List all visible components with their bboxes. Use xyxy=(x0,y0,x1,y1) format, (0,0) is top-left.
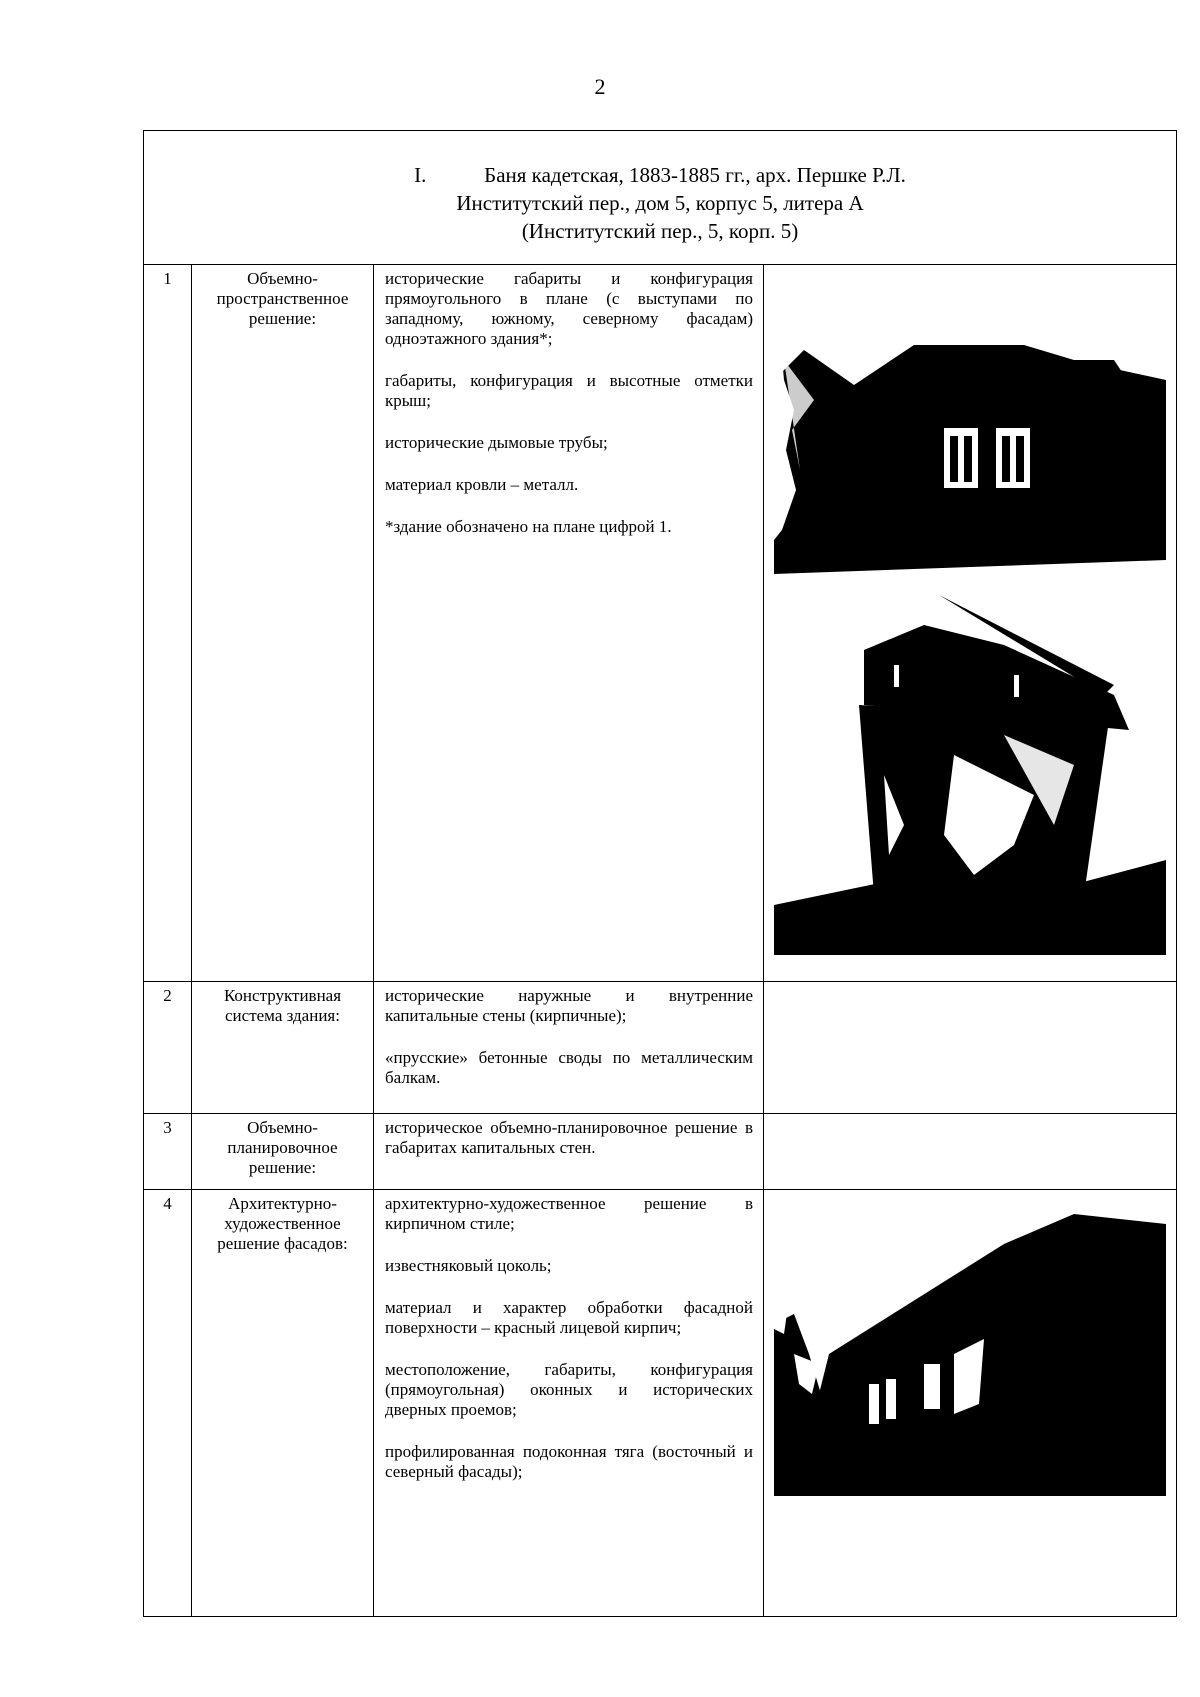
page-number: 2 xyxy=(594,74,606,99)
list-item: местоположение, габариты, конфигурация (прямоугольная) оконных и исторических дверных проемов; xyxy=(385,1360,753,1419)
row-label: Архитектурно-художественное решение фасадов: xyxy=(192,1190,374,1617)
photo-cell xyxy=(764,1114,1177,1190)
row-label: Конструктивная система здания: xyxy=(192,982,374,1114)
list-item: профилированная подоконная тяга (восточный и северный фасады); xyxy=(385,1442,753,1481)
list-item: «прусские» бетонные своды по металлическим балкам. xyxy=(385,1048,753,1087)
photo-cell xyxy=(764,1190,1177,1617)
object-header xyxy=(144,131,1177,265)
list-item: материал и характер обработки фасадной поверхности – красный лицевой кирпич; xyxy=(385,1298,753,1337)
row-number: 4 xyxy=(144,1190,192,1617)
table-row xyxy=(144,982,1177,1114)
table-header-row xyxy=(144,131,1177,265)
object-address: Институтский пер., дом 5, корпус 5, литера А xyxy=(456,191,864,215)
list-item: исторические наружные и внутренние капитальные стены (кирпичные); xyxy=(385,986,753,1025)
row-number: 1 xyxy=(144,265,192,982)
list-item: *здание обозначено на плане цифрой 1. xyxy=(385,517,672,536)
row-description xyxy=(374,1190,764,1617)
photo-cell xyxy=(764,265,1177,982)
object-short-address: (Институтский пер., 5, корп. 5) xyxy=(521,219,799,243)
row-description xyxy=(374,982,764,1114)
chimney-photo xyxy=(774,595,1166,955)
list-item: материал кровли – металл. xyxy=(385,475,579,494)
photo-cell xyxy=(764,982,1177,1114)
list-item: габариты, конфигурация и высотные отметки крыш; xyxy=(385,371,753,410)
table-row xyxy=(144,1190,1177,1617)
list-item: известняковый цоколь; xyxy=(385,1256,552,1275)
row-description xyxy=(374,265,764,982)
row-number: 3 xyxy=(144,1114,192,1190)
list-item: исторические габариты и конфигурация прямоугольного в плане (с выступами по западному, южному, северному фасадам) одноэтажного здания*; xyxy=(385,269,753,348)
section-roman-numeral: I. xyxy=(414,163,427,187)
protected-features-table xyxy=(143,130,1177,1617)
table-row xyxy=(144,265,1177,982)
row-number: 2 xyxy=(144,982,192,1114)
row-label: Объемно-планировочное решение: xyxy=(192,1114,374,1190)
building-facade-photo xyxy=(774,290,1166,580)
table-row xyxy=(144,1114,1177,1190)
list-item: историческое объемно-планировочное решение в габаритах капитальных стен. xyxy=(385,1118,753,1157)
row-description xyxy=(374,1114,764,1190)
object-title: Баня кадетская, 1883-1885 гг., арх. Першке Р.Л. xyxy=(484,163,906,187)
list-item: исторические дымовые трубы; xyxy=(385,433,608,452)
list-item: архитектурно-художественное решение в кирпичном стиле; xyxy=(385,1194,753,1233)
row-label: Объемно-пространственное решение: xyxy=(192,265,374,982)
facade-photo xyxy=(774,1204,1166,1496)
